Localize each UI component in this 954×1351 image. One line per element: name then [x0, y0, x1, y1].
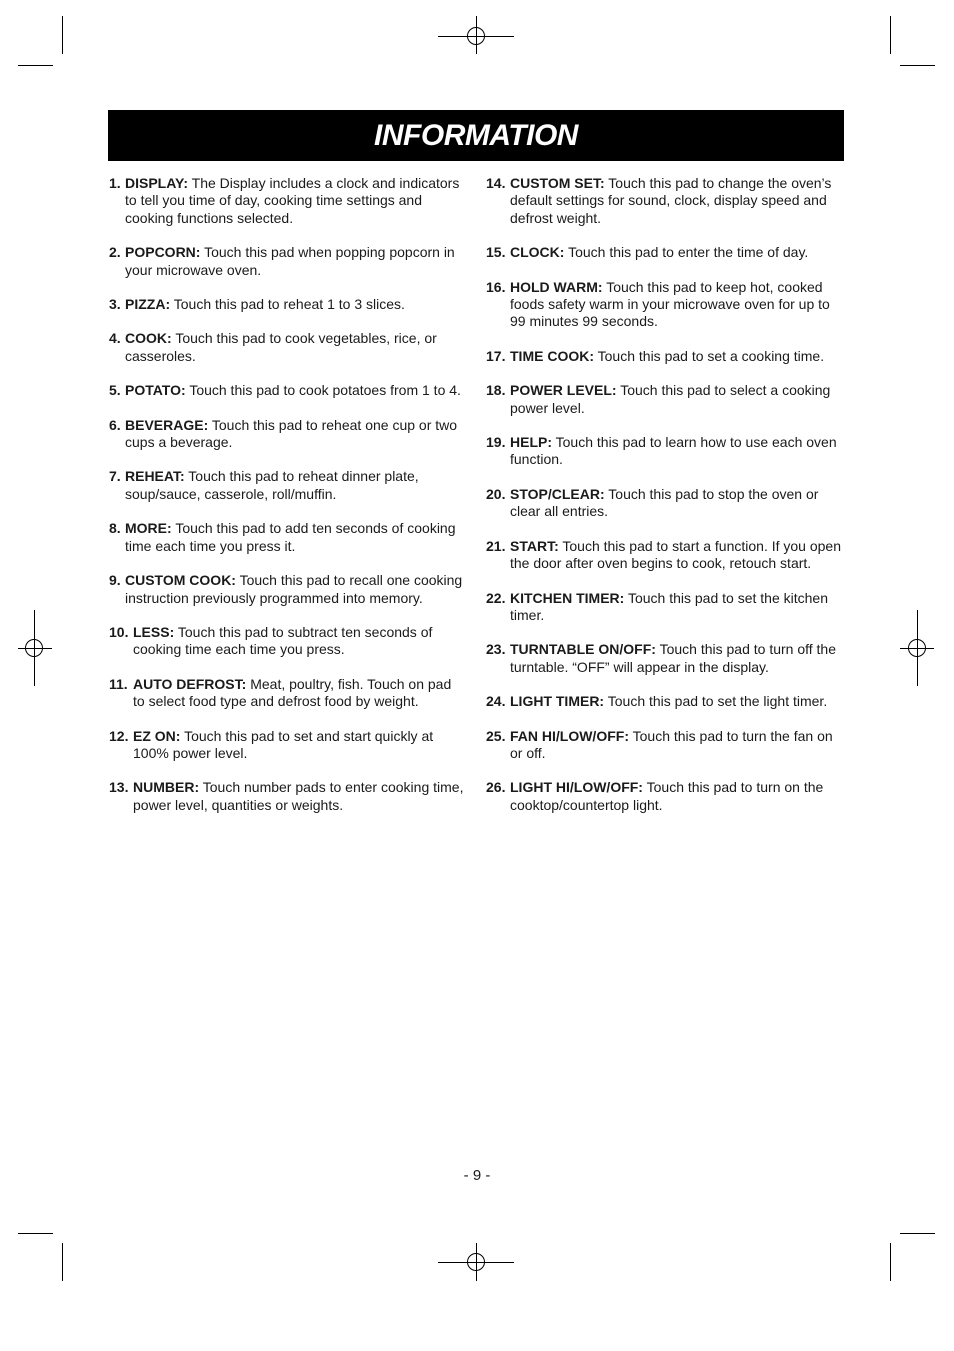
- item-term: TIME COOK:: [510, 347, 594, 364]
- item-body: [109, 382, 465, 399]
- item-term: HOLD WARM:: [510, 278, 603, 295]
- item-number: 14.: [486, 175, 506, 191]
- item-term: EZ ON:: [133, 727, 181, 744]
- list-item: [486, 590, 842, 625]
- item-description: Touch this pad to turn on the cooktop/countertop light.: [510, 779, 824, 813]
- list-item: [109, 779, 465, 814]
- item-number: 3.: [109, 296, 121, 313]
- item-description: Touch this pad to cook potatoes from 1 to 4.: [189, 382, 461, 399]
- item-number: 17.: [486, 347, 506, 364]
- item-number: 4.: [109, 330, 121, 347]
- item-number: 11.: [109, 675, 128, 692]
- item-term: LIGHT HI/LOW/OFF:: [510, 779, 643, 796]
- list-item: [109, 520, 465, 555]
- crop-mark: [900, 1233, 935, 1234]
- item-number: 26.: [486, 779, 506, 796]
- list-item: [486, 538, 842, 573]
- item-number: 9.: [109, 572, 121, 589]
- item-term: CUSTOM COOK:: [125, 572, 236, 589]
- item-description: Touch this pad to turn the fan on or off.: [510, 727, 833, 761]
- item-body: [486, 382, 842, 417]
- item-number: 23.: [486, 641, 506, 658]
- item-term: CUSTOM SET:: [510, 175, 605, 191]
- item-term: FAN HI/LOW/OFF:: [510, 727, 629, 744]
- item-description: Touch this pad to reheat one cup or two cups a beverage.: [125, 416, 458, 451]
- item-term: AUTO DEFROST:: [133, 675, 247, 692]
- registration-mark: [467, 27, 485, 45]
- item-term: PIZZA:: [125, 296, 171, 313]
- list-item: [109, 624, 465, 659]
- list-item: [109, 244, 465, 279]
- item-body: [109, 779, 465, 814]
- item-body: [109, 520, 465, 555]
- item-number: 10.: [109, 623, 129, 640]
- list-item: [486, 641, 842, 676]
- item-body: [109, 330, 465, 365]
- list-item: [109, 175, 465, 227]
- item-description: Touch this pad to select a cooking power level.: [510, 382, 831, 416]
- crop-mark: [900, 65, 935, 66]
- crop-mark: [890, 16, 891, 54]
- item-description: Touch this pad to reheat dinner plate, soup/sauce, casserole, roll/muffin.: [125, 468, 419, 502]
- item-number: 1.: [109, 175, 121, 191]
- item-number: 2.: [109, 244, 121, 261]
- item-term: BEVERAGE:: [125, 416, 209, 433]
- item-term: HELP:: [510, 434, 552, 451]
- item-number: 20.: [486, 485, 506, 502]
- item-description: The Display includes a clock and indicators to tell you time of day, cooking time settings and cooking functions selected.: [125, 175, 460, 226]
- item-description: Touch this pad to turn off the turntable. “OFF” will appear in the display.: [510, 641, 837, 675]
- item-number: 18.: [486, 382, 506, 399]
- item-description: Touch this pad to keep hot, cooked foods safety warm in your microwave oven for up to 99 minutes 99 seconds.: [510, 278, 830, 330]
- item-term: COOK:: [125, 330, 172, 347]
- item-body: [109, 468, 465, 503]
- list-item: [486, 348, 842, 365]
- item-body: [486, 279, 842, 331]
- item-term: CLOCK:: [510, 244, 565, 261]
- list-item: [109, 330, 465, 365]
- item-description: Touch this pad to add ten seconds of cooking time each time you press it.: [125, 520, 456, 554]
- crop-mark: [18, 65, 53, 66]
- item-number: 16.: [486, 278, 506, 295]
- item-body: [109, 624, 465, 659]
- item-number: 25.: [486, 727, 506, 744]
- item-description: Touch this pad when popping popcorn in your microwave oven.: [125, 244, 455, 278]
- list-item: [486, 728, 842, 763]
- item-description: Touch this pad to learn how to use each oven function.: [510, 434, 837, 468]
- item-term: POPCORN:: [125, 244, 201, 261]
- list-item: [109, 296, 465, 313]
- item-number: 8.: [109, 520, 121, 537]
- registration-mark: [25, 639, 43, 657]
- item-description: Touch this pad to reheat 1 to 3 slices.: [173, 296, 405, 313]
- crop-mark: [890, 1243, 891, 1281]
- list-item: [486, 779, 842, 814]
- item-description: Touch this pad to set and start quickly at 100% power level.: [133, 727, 434, 761]
- item-description: Touch this pad to enter the time of day.: [568, 244, 809, 261]
- item-term: START:: [510, 537, 559, 554]
- list-item: [486, 175, 842, 227]
- item-body: [486, 348, 842, 365]
- item-description: Touch this pad to subtract ten seconds of cooking time each time you press.: [133, 623, 433, 658]
- item-body: [486, 434, 842, 469]
- item-body: [109, 676, 465, 711]
- list-item: [486, 434, 842, 469]
- item-term: STOP/CLEAR:: [510, 485, 605, 502]
- item-number: 22.: [486, 589, 506, 606]
- item-term: NUMBER:: [133, 779, 200, 796]
- list-item: [486, 486, 842, 521]
- crop-mark: [62, 1243, 63, 1281]
- item-number: 6.: [109, 416, 121, 433]
- title-banner: [108, 110, 844, 161]
- item-term: KITCHEN TIMER:: [510, 589, 625, 606]
- item-body: [486, 244, 842, 261]
- registration-mark: [467, 1253, 485, 1271]
- list-item: [109, 572, 465, 607]
- item-body: [109, 728, 465, 763]
- item-number: 7.: [109, 468, 121, 485]
- item-term: DISPLAY:: [125, 175, 189, 191]
- item-description: Meat, poultry, fish. Touch on pad to select food type and defrost food by weight.: [133, 675, 452, 710]
- item-body: [486, 175, 842, 227]
- item-description: Touch this pad to set a cooking time.: [597, 347, 825, 364]
- item-term: POTATO:: [125, 382, 186, 399]
- item-description: Touch this pad to set the light timer.: [607, 693, 828, 710]
- item-body: [486, 693, 842, 710]
- item-number: 12.: [109, 727, 129, 744]
- item-body: [486, 728, 842, 763]
- item-term: LESS:: [133, 623, 175, 640]
- crop-mark: [18, 1233, 53, 1234]
- item-number: 24.: [486, 693, 506, 710]
- item-description: Touch this pad to recall one cooking instruction previously programmed into memory.: [125, 572, 463, 606]
- item-number: 21.: [486, 537, 506, 554]
- item-number: 5.: [109, 382, 121, 399]
- item-body: [486, 538, 842, 573]
- list-item: [486, 244, 842, 261]
- item-term: LIGHT TIMER:: [510, 693, 605, 710]
- list-item: [486, 382, 842, 417]
- item-body: [486, 486, 842, 521]
- item-body: [109, 175, 465, 227]
- item-description: Touch this pad to change the oven’s default settings for sound, clock, display speed and defrost weight.: [510, 175, 832, 226]
- item-number: 15.: [486, 244, 506, 261]
- list-item: [486, 693, 842, 710]
- item-description: Touch this pad to set the kitchen timer.: [510, 589, 828, 623]
- right-column: [486, 175, 842, 831]
- page-number: - 9 -: [463, 1167, 491, 1184]
- item-number: 13.: [109, 779, 129, 796]
- list-item: [109, 382, 465, 399]
- item-description: Touch this pad to cook vegetables, rice, or casseroles.: [125, 330, 437, 364]
- item-term: MORE:: [125, 520, 172, 537]
- list-item: [109, 676, 465, 711]
- item-body: [109, 296, 465, 313]
- item-term: POWER LEVEL:: [510, 382, 617, 399]
- list-item: [109, 468, 465, 503]
- item-description: Touch this pad to start a function. If you open the door after oven begins to cook, retouch start.: [510, 537, 841, 572]
- list-item: [109, 417, 465, 452]
- list-item: [109, 728, 465, 763]
- item-body: [486, 590, 842, 625]
- item-term: TURNTABLE ON/OFF:: [510, 641, 656, 658]
- item-description: Touch number pads to enter cooking time, power level, quantities or weights.: [133, 779, 464, 813]
- item-body: [109, 572, 465, 607]
- item-body: [109, 244, 465, 279]
- item-number: 19.: [486, 434, 506, 451]
- item-body: [486, 779, 842, 814]
- item-body: [109, 417, 465, 452]
- left-column: [109, 175, 465, 831]
- item-term: REHEAT:: [125, 468, 185, 485]
- registration-mark: [908, 639, 926, 657]
- page-title: INFORMATION: [374, 118, 578, 152]
- item-description: Touch this pad to stop the oven or clear all entries.: [510, 485, 819, 520]
- list-item: [486, 279, 842, 331]
- crop-mark: [62, 16, 63, 54]
- item-body: [486, 641, 842, 676]
